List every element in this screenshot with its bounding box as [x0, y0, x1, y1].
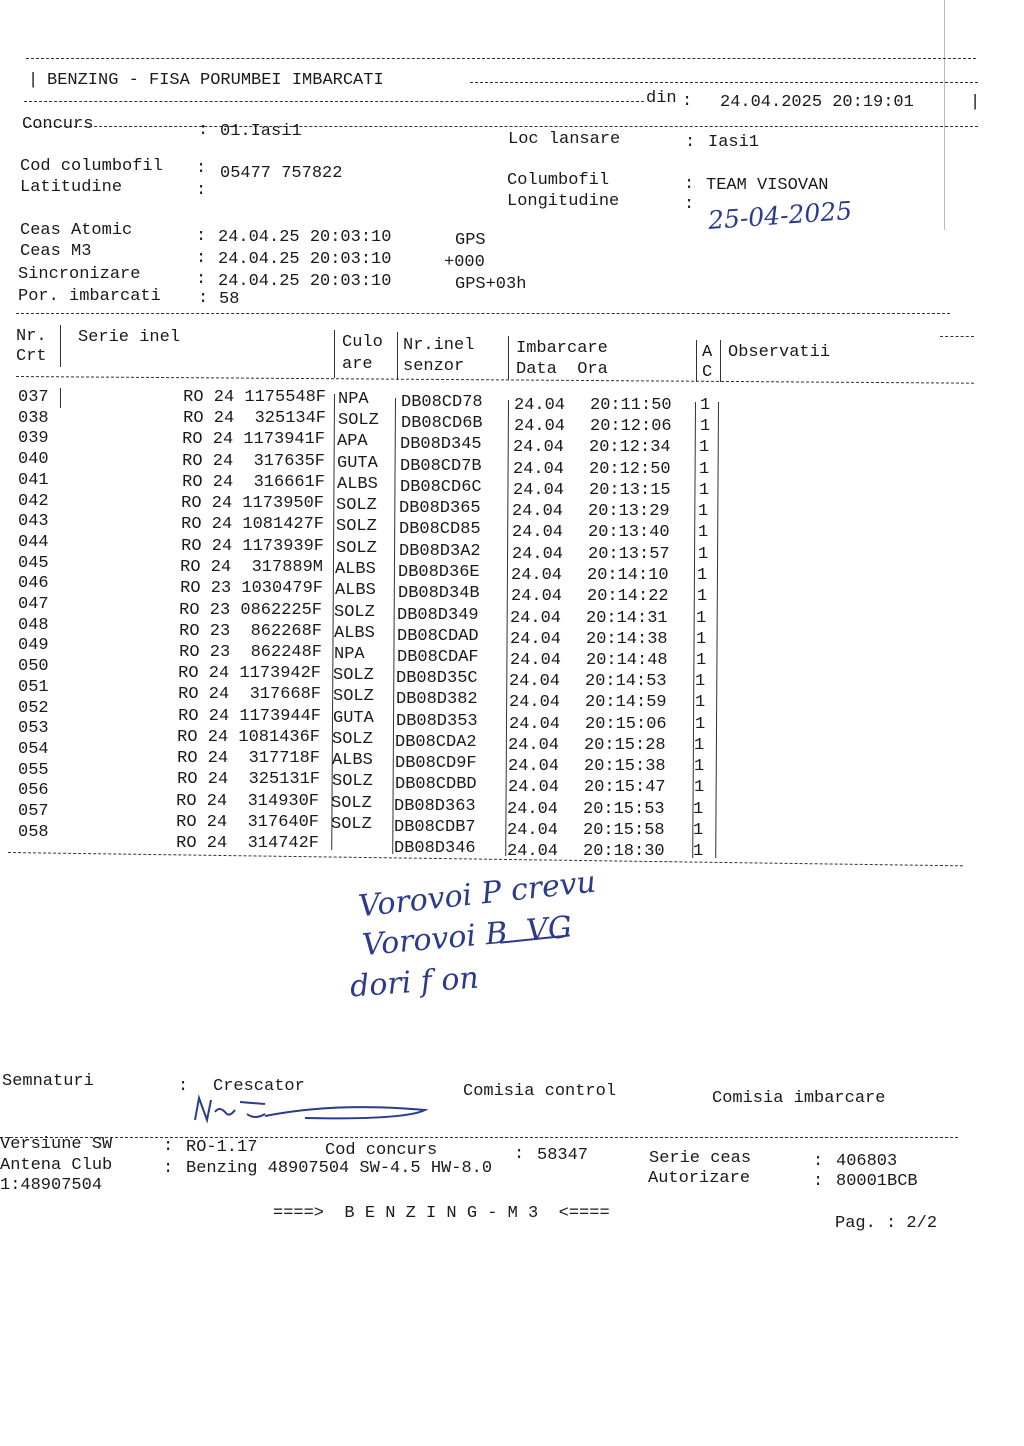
autorizare-label: Autorizare: [648, 1169, 751, 1188]
ceas-atomic-label: Ceas Atomic: [20, 221, 133, 240]
cell-data: 24.04: [508, 735, 560, 755]
cell-nr: 054: [18, 739, 49, 759]
cell-nr: 048: [18, 615, 49, 635]
cell-data: 24.04: [512, 502, 564, 522]
cell-ac: 1: [693, 821, 704, 840]
ceas-m3-suffix: +000: [444, 253, 485, 272]
cell-senzor: DB08CDBD: [395, 775, 477, 795]
loc-label: Loc lansare: [508, 130, 621, 149]
colon: :: [813, 1172, 824, 1191]
cell-senzor: DB08CDA2: [395, 732, 477, 752]
antena-value: Benzing 48907504 SW-4.5 HW-8.0: [186, 1159, 493, 1178]
cell-nr: 038: [18, 408, 49, 428]
comisia-imbarcare-label: Comisia imbarcare: [712, 1089, 886, 1108]
cell-nr: 037: [18, 388, 49, 407]
serie-ceas-label: Serie ceas: [649, 1149, 752, 1168]
cell-serie: RO 23 0862225F: [179, 600, 322, 620]
colon: :: [684, 195, 695, 214]
cell-data: 24.04: [514, 417, 566, 437]
cell-nr: 057: [18, 802, 49, 821]
signatures-label: Semnaturi: [2, 1072, 94, 1091]
cell-ora: 20:15:47: [584, 778, 666, 798]
concurs-value: 01.Iasi1: [220, 122, 302, 141]
cell-ac: 1: [698, 523, 709, 543]
document-title: BENZING - FISA PORUMBEI IMBARCATI: [47, 71, 384, 90]
cell-senzor: DB08D3A2: [399, 541, 481, 561]
cell-ac: 1: [695, 693, 706, 713]
sinc-label: Sincronizare: [18, 265, 141, 284]
cell-senzor: DB08D365: [399, 499, 481, 519]
footer-banner: ====> B E N Z I N G - M 3 <====: [273, 1204, 610, 1223]
divider: [24, 126, 978, 127]
border-bar: |: [970, 93, 981, 112]
cell-data: 24.04: [513, 480, 565, 500]
cell-serie: RO 24 1173950F: [181, 494, 324, 514]
cell-serie: RO 24 1173944F: [178, 706, 321, 726]
por-label: Por. imbarcati: [18, 287, 161, 306]
col-nr-header-2: Crt: [16, 347, 47, 366]
cell-data: 24.04: [509, 672, 561, 692]
cell-ac: 1: [700, 417, 711, 437]
table-row: [0, 470, 1024, 500]
cell-ora: 20:13:29: [588, 502, 670, 522]
cell-data: 24.04: [507, 821, 559, 840]
cell-serie: RO 24 1175548F: [183, 388, 326, 407]
column-rule: [397, 332, 398, 380]
cell-nr: 044: [18, 532, 49, 552]
sinc-suffix: GPS+03h: [455, 275, 527, 294]
cell-data: 24.04: [512, 523, 564, 543]
cell-culoare: SOLZ: [332, 772, 373, 792]
cell-senzor: DB08D353: [396, 711, 478, 731]
cell-ac: 1: [694, 778, 705, 798]
cell-nr: 042: [18, 491, 49, 511]
cell-culoare: SOLZ: [331, 793, 372, 813]
colon: :: [682, 92, 693, 111]
column-rule: [60, 325, 61, 367]
divider: [0, 1137, 958, 1138]
cell-ora: 20:14:10: [587, 565, 669, 585]
cell-culoare: SOLZ: [336, 538, 377, 558]
cell-ora: 20:13:57: [588, 544, 670, 564]
date-label: din: [646, 89, 677, 108]
cell-serie: RO 24 325131F: [177, 770, 320, 790]
cell-ac: 1: [693, 842, 704, 862]
cell-nr: 041: [18, 470, 49, 490]
cell-ora: 20:14:53: [585, 672, 667, 692]
col-ac-header: A: [702, 343, 713, 362]
cell-culoare: GUTA: [333, 708, 374, 728]
handwritten-note-3: dori f on: [348, 960, 480, 1005]
sinc-value: 24.04.25 20:03:10: [218, 272, 392, 291]
divider: [24, 101, 644, 102]
divider: [16, 313, 950, 314]
comisia-control-label: Comisia control: [463, 1082, 617, 1101]
col-obs-header: Observatii: [728, 343, 831, 362]
cell-senzor: DB08CDAF: [397, 647, 479, 667]
cod-concurs-value: 58347: [537, 1146, 589, 1165]
col-culoare-header-2: are: [342, 355, 373, 374]
columbofil-value: TEAM VISOVAN: [706, 176, 829, 195]
column-rule: [696, 340, 697, 382]
cell-serie: RO 23 862248F: [179, 642, 322, 662]
concurs-label: Concurs: [22, 115, 94, 134]
versiune-value: RO-1.17: [186, 1138, 258, 1157]
cell-nr: 039: [18, 429, 49, 449]
col-culoare-header: Culo: [342, 333, 383, 352]
cell-ora: 20:11:50: [590, 396, 672, 415]
cell-senzor: DB08D349: [397, 605, 479, 625]
cell-ac: 1: [700, 396, 711, 415]
ceas-m3-label: Ceas M3: [20, 242, 92, 261]
cell-serie: RO 24 1173941F: [182, 430, 325, 450]
cell-senzor: DB08CD6C: [400, 477, 482, 497]
cell-data: 24.04: [513, 438, 565, 458]
crescator-label: Crescator: [213, 1077, 305, 1096]
cell-culoare: NPA: [334, 644, 365, 664]
divider: [26, 58, 976, 59]
cell-data: 24.04: [507, 842, 559, 862]
cell-ac: 1: [695, 672, 706, 692]
cell-ora: 20:14:22: [587, 587, 669, 607]
cell-nr: 045: [18, 553, 49, 573]
cell-ora: 20:15:06: [585, 714, 667, 734]
col-serie-header: Serie inel: [78, 328, 181, 347]
cell-nr: 040: [18, 450, 49, 470]
cell-ora: 20:14:31: [586, 608, 668, 628]
versiune-label: Versiune SW: [0, 1135, 113, 1154]
table-bottom-divider: [8, 852, 963, 866]
cell-ac: 1: [696, 608, 707, 628]
cell-data: 24.04: [513, 459, 565, 479]
page-edge: [944, 0, 945, 230]
long-label: Longitudine: [507, 192, 620, 211]
cell-ora: 20:12:06: [590, 417, 672, 437]
table-row: [0, 450, 1024, 479]
cell-culoare: APA: [337, 432, 368, 452]
cell-ora: 20:13:15: [589, 480, 671, 500]
cell-nr: 051: [18, 677, 49, 697]
cell-nr: 049: [18, 636, 49, 656]
divider: [940, 336, 974, 337]
cell-culoare: ALBS: [335, 559, 376, 579]
colon: :: [163, 1137, 174, 1156]
por-value: 58: [219, 290, 240, 309]
table-row: [0, 408, 1024, 437]
cell-data: 24.04: [509, 714, 561, 734]
cell-ac: 1: [699, 438, 710, 458]
cell-serie: RO 24 317668F: [178, 685, 321, 705]
cell-nr: 047: [18, 595, 49, 614]
cell-serie: RO 24 1173942F: [178, 664, 321, 684]
cell-ora: 20:15:53: [583, 799, 665, 819]
cell-culoare: ALBS: [332, 751, 373, 771]
colon: :: [198, 289, 209, 308]
col-nr-header: Nr.: [16, 327, 47, 346]
lat-label: Latitudine: [20, 178, 123, 197]
cell-senzor: DB08D36E: [398, 562, 480, 582]
cell-ora: 20:18:30: [583, 842, 665, 862]
cell-data: 24.04: [510, 629, 562, 649]
cell-culoare: ALBS: [335, 581, 376, 601]
cell-senzor: DB08D363: [394, 796, 476, 816]
cell-senzor: DB08CD85: [399, 520, 481, 540]
cell-ac: 1: [697, 587, 708, 607]
cell-data: 24.04: [508, 778, 560, 798]
cell-serie: RO 24 1081436F: [177, 727, 320, 747]
cell-ora: 20:15:38: [584, 757, 666, 777]
cell-senzor: DB08CDAD: [397, 626, 479, 646]
cell-serie: RO 24 316661F: [182, 472, 325, 492]
colon: :: [813, 1152, 824, 1171]
cell-culoare: SOLZ: [331, 815, 372, 834]
border-bar: |: [28, 71, 39, 90]
ceas-m3-value: 24.04.25 20:03:10: [218, 250, 392, 269]
signature-icon: [185, 1090, 435, 1135]
colon: :: [198, 121, 209, 140]
colon: :: [196, 181, 207, 200]
table-row: [0, 429, 1024, 458]
cod-value: 05477 757822: [220, 164, 343, 183]
colon: :: [684, 175, 695, 194]
cell-culoare: SOLZ: [333, 687, 374, 707]
cell-data: 24.04: [512, 544, 564, 564]
cell-nr: 053: [18, 719, 49, 739]
cell-nr: 050: [18, 657, 49, 677]
cell-ac: 1: [693, 799, 704, 819]
cell-culoare: ALBS: [334, 623, 375, 643]
cell-senzor: DB08CD9F: [395, 754, 477, 774]
cell-serie: RO 24 314930F: [176, 791, 319, 811]
column-rule: [334, 330, 335, 378]
handwritten-note-2: Vorovoi B VG: [360, 909, 574, 964]
print-date: 24.04.2025 20:19:01: [720, 93, 914, 112]
col-senzor-header: Nr.inel: [403, 336, 475, 355]
cell-serie: RO 24 314742F: [176, 834, 319, 854]
cell-senzor: DB08D35C: [396, 669, 478, 689]
divider: [470, 82, 978, 83]
page-number: Pag. : 2/2: [835, 1214, 938, 1233]
cell-ora: 20:14:59: [585, 693, 667, 713]
cell-ora: 20:14:38: [586, 629, 668, 649]
cell-senzor: DB08D346: [394, 839, 476, 859]
cell-ora: 20:15:58: [583, 821, 665, 840]
cod-concurs-label: Cod concurs: [325, 1141, 438, 1160]
cell-nr: 052: [18, 698, 49, 718]
cell-ora: 20:13:40: [588, 523, 670, 543]
column-rule: [508, 336, 509, 380]
cell-senzor: DB08D345: [400, 435, 482, 455]
ceas-atomic-suffix: GPS: [455, 231, 486, 250]
cell-ora: 20:12:50: [589, 459, 671, 479]
cell-data: 24.04: [507, 799, 559, 819]
cell-ac: 1: [699, 480, 710, 500]
header-divider: [16, 376, 974, 384]
serie-ceas-value: 406803: [836, 1152, 898, 1171]
cell-serie: RO 24 317889M: [180, 557, 323, 577]
col-imbarcare-header: Imbarcare: [516, 339, 608, 358]
cell-nr: 058: [18, 822, 49, 842]
cell-ac: 1: [698, 502, 709, 522]
loc-value: Iasi1: [708, 133, 760, 152]
handwritten-note-1: Vorovoi P crevu: [356, 864, 598, 925]
colon: :: [163, 1159, 174, 1178]
cell-serie: RO 24 317718F: [177, 749, 320, 769]
cell-ac: 1: [699, 459, 710, 479]
cell-ac: 1: [697, 565, 708, 585]
cell-culoare: SOLZ: [336, 517, 377, 537]
cell-serie: RO 24 317635F: [182, 451, 325, 471]
cell-ora: 20:12:34: [589, 438, 671, 458]
cell-culoare: ALBS: [337, 474, 378, 494]
cell-senzor: DB08D382: [396, 690, 478, 710]
cell-culoare: GUTA: [337, 453, 378, 473]
cell-data: 24.04: [511, 565, 563, 585]
cell-serie: RO 24 1081427F: [181, 515, 324, 535]
cell-data: 24.04: [510, 608, 562, 628]
cell-nr: 046: [18, 574, 49, 594]
cell-ac: 1: [696, 629, 707, 649]
cell-serie: RO 24 325134F: [183, 409, 326, 429]
cell-culoare: SOLZ: [332, 729, 373, 749]
handwritten-date: 25-04-2025: [707, 196, 853, 235]
colon: :: [196, 227, 207, 246]
cell-data: 24.04: [509, 693, 561, 713]
cell-ac: 1: [698, 544, 709, 564]
col-imbarcare-header-2: Data Ora: [516, 360, 608, 379]
cod-label: Cod columbofil: [20, 157, 163, 176]
ceas-atomic-value: 24.04.25 20:03:10: [218, 228, 392, 247]
colon: :: [196, 159, 207, 178]
cell-data: 24.04: [514, 396, 566, 415]
cell-ora: 20:15:28: [584, 735, 666, 755]
col-senzor-header-2: senzor: [403, 357, 465, 376]
cell-ac: 1: [694, 735, 705, 755]
cell-culoare: SOLZ: [333, 666, 374, 686]
cell-serie: RO 23 862268F: [179, 621, 322, 641]
colon: :: [178, 1077, 189, 1096]
cell-culoare: SOLZ: [338, 411, 379, 431]
colon: :: [196, 270, 207, 289]
columbofil-label: Columbofil: [507, 171, 610, 190]
cell-culoare: SOLZ: [334, 602, 375, 622]
cell-nr: 056: [18, 781, 49, 801]
cell-serie: RO 23 1030479F: [180, 579, 323, 599]
autorizare-value: 80001BCB: [836, 1172, 918, 1191]
cell-senzor: DB08CD6B: [401, 414, 483, 434]
cell-data: 24.04: [510, 650, 562, 670]
cell-senzor: DB08CDB7: [394, 818, 476, 837]
cell-ac: 1: [695, 714, 706, 734]
cell-nr: 043: [18, 512, 49, 532]
colon: :: [685, 133, 696, 152]
column-rule: [720, 340, 721, 382]
cell-nr: 055: [18, 760, 49, 780]
cell-senzor: DB08D34B: [398, 584, 480, 604]
colon: :: [514, 1145, 525, 1164]
cell-serie: RO 24 317640F: [176, 813, 319, 832]
cell-serie: RO 24 1173939F: [181, 536, 324, 556]
table-row: [0, 388, 1024, 415]
antena-label: Antena Club: [0, 1156, 113, 1175]
cell-culoare: NPA: [338, 390, 369, 409]
col-ac-header-2: C: [702, 363, 713, 382]
cell-senzor: DB08CD78: [401, 393, 483, 412]
colon: :: [196, 249, 207, 268]
cell-data: 24.04: [508, 757, 560, 777]
cell-senzor: DB08CD7B: [400, 456, 482, 476]
cell-ora: 20:14:48: [586, 650, 668, 670]
antena-id: 1:48907504: [0, 1176, 103, 1195]
cell-culoare: SOLZ: [336, 496, 377, 516]
cell-data: 24.04: [511, 587, 563, 607]
table-row: [0, 574, 1024, 607]
cell-ac: 1: [694, 757, 705, 777]
cell-ac: 1: [696, 650, 707, 670]
